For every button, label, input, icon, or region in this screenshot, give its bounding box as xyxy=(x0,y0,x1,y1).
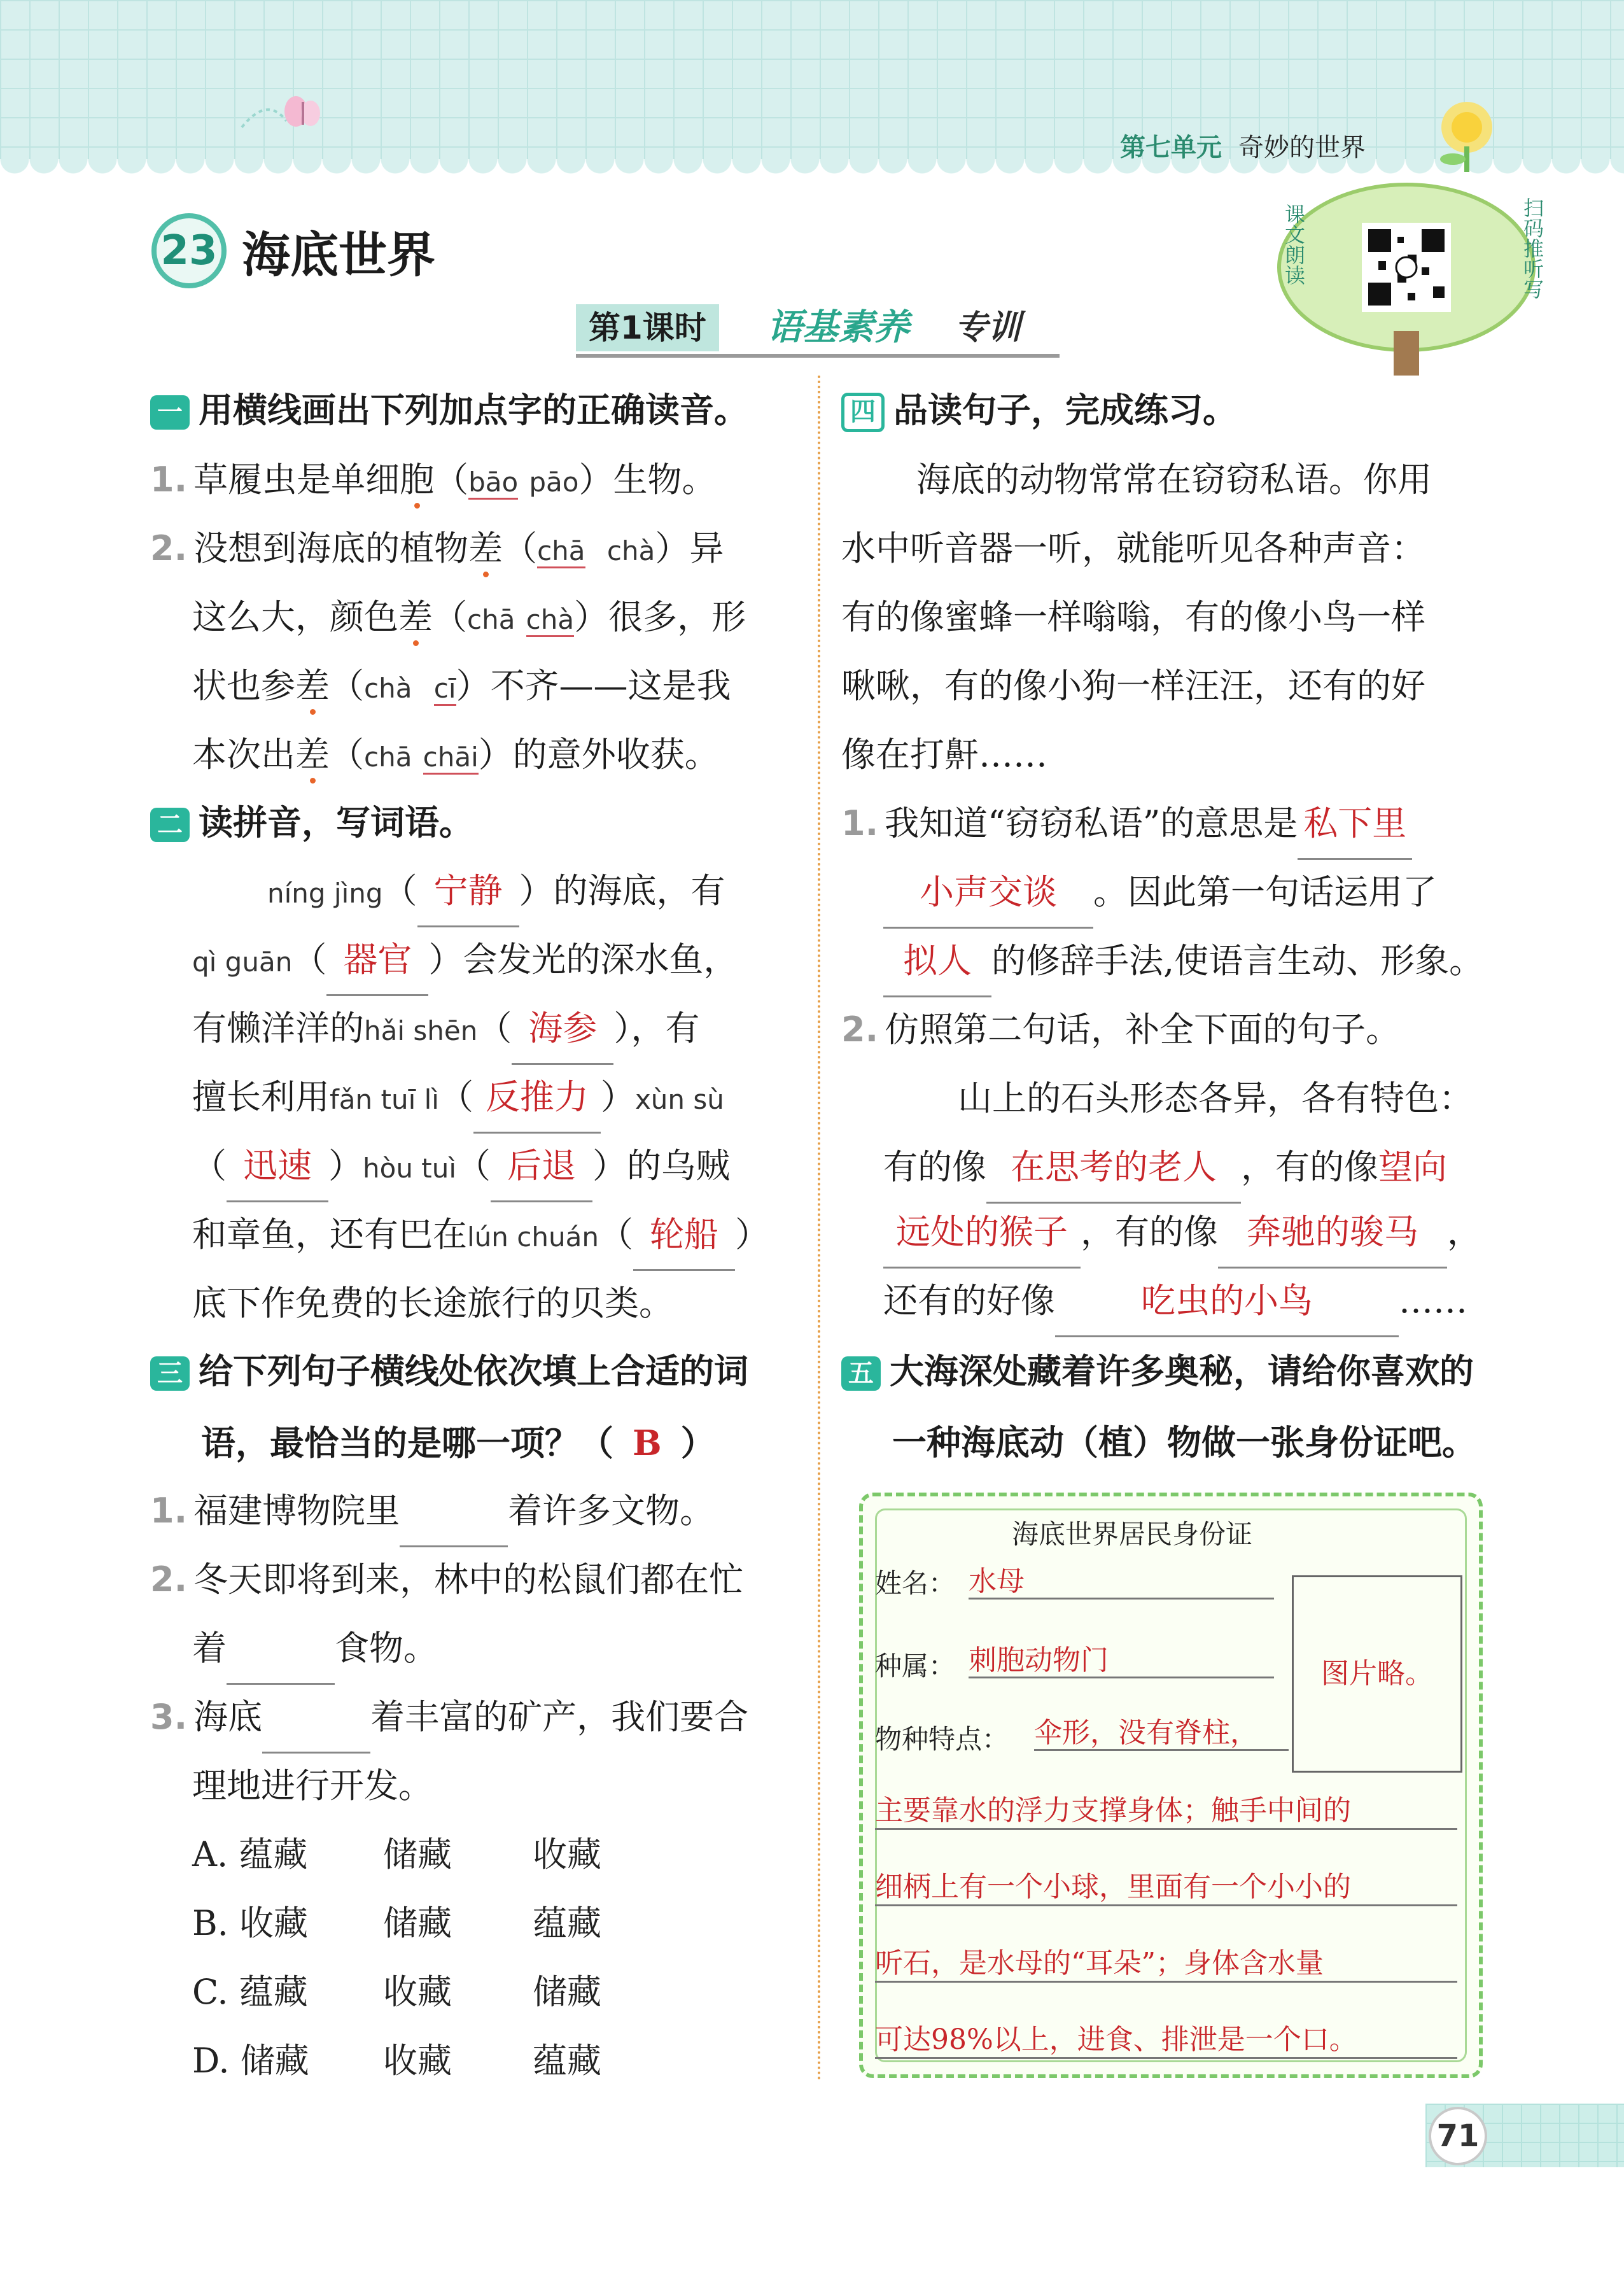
s1-question-2-line-4: 本次出差（chā chāi）的意外收获。 xyxy=(192,735,719,775)
s4-q2-prompt: 山上的石头形态各异，各有特色： xyxy=(958,1078,1473,1118)
id-card-feature-1[interactable]: 主要靠水的浮力支撑身体；触手中间的 xyxy=(875,1787,1457,1830)
s4-q2-answer-3[interactable]: 奔驰的骏马 xyxy=(1218,1198,1447,1269)
s4-passage-line-2: 水中听音器一听，就能听见各种声音： xyxy=(841,528,1425,568)
id-card-feature-0[interactable]: 伞形，没有脊柱， xyxy=(1034,1710,1289,1751)
lesson-title: 海底世界 xyxy=(242,227,435,283)
s4-q1-answer-3[interactable]: 拟人 xyxy=(883,927,991,997)
s2-line-1: níng jìng（ 宁静 ）的海底，有 xyxy=(267,857,725,928)
s4-q2-answer-4[interactable]: 吃虫的小鸟 xyxy=(1055,1267,1399,1337)
section-5-title-2: 一种海底动（植）物做一张身份证吧。 xyxy=(892,1423,1476,1463)
id-card-feature-2[interactable]: 细柄上有一个小球，里面有一个小小的 xyxy=(875,1864,1457,1906)
section-4-badge: 四 xyxy=(841,393,885,432)
s2-line-4: 擅长利用fǎn tuī lì（ 反推力 ）xùn sù xyxy=(192,1063,724,1134)
s3-answer[interactable]: B xyxy=(633,1423,662,1463)
qr-label-left: 课文朗读 xyxy=(1282,204,1306,285)
s1-q2d-option-2[interactable]: chāi xyxy=(423,742,479,775)
s4-passage-line-4: 啾啾，有的像小狗一样汪汪，还有的好 xyxy=(841,666,1425,706)
s1-q2c-option-1[interactable]: chà xyxy=(364,673,412,704)
s1-q2c-option-2[interactable]: cī xyxy=(434,673,456,706)
section-2-header xyxy=(150,801,473,845)
s3-question-3-line-2: 理地进行开发。 xyxy=(192,1766,433,1806)
id-card-photo-note: 图片略。 xyxy=(1321,1657,1433,1690)
s1-q2b-option-1[interactable]: chā xyxy=(467,604,515,635)
qr-label-right: 扫码推听写 xyxy=(1520,197,1544,299)
section-2-badge: 二 xyxy=(150,808,190,842)
s3-question-2-line-2: 着 食物。 xyxy=(192,1614,438,1685)
id-card-genus-label: 种属： xyxy=(875,1650,956,1682)
section-1-header xyxy=(150,388,748,433)
id-card-feature-3[interactable]: 听石，是水母的“耳朵”；身体含水量 xyxy=(875,1940,1457,1983)
section-3-badge: 三 xyxy=(150,1356,190,1391)
s4-q2-line-2: 远处的猴子 ，有的像 奔驰的骏马 ， xyxy=(883,1198,1481,1269)
s4-q2-line-1: 有的像 在思考的老人 ，有的像望向 xyxy=(883,1133,1447,1204)
id-card-photo-box xyxy=(1292,1575,1462,1773)
s2-line-6: 和章鱼，还有巴在lún chuán（ 轮船 ） xyxy=(192,1200,769,1272)
s3-option-d[interactable]: D. 储藏 收藏 蕴藏 xyxy=(192,2041,601,2081)
s4-question-1-line-3: 拟人 的修辞手法,使语言生动、形象。 xyxy=(883,927,1483,997)
s2-line-2: qì guān（ 器官 ）会发光的深水鱼， xyxy=(192,925,738,997)
s4-q2-line-3: 还有的好像 吃虫的小鸟 …… xyxy=(883,1267,1467,1337)
s4-question-1-line-2: 小声交谈 。因此第一句话运用了 xyxy=(883,858,1437,929)
period-topic: 语基素养 xyxy=(767,307,909,348)
s1-q1-option-1[interactable]: bāo xyxy=(468,467,518,500)
s4-question-1: 1. 我知道“窃窃私语”的意思是 私下里 xyxy=(841,789,1412,860)
id-card-name[interactable]: 水母 xyxy=(969,1558,1274,1600)
section-5-header xyxy=(841,1349,1474,1394)
s4-q2-answer-2a[interactable]: 望向 xyxy=(1378,1147,1447,1187)
s2-answer-5[interactable]: 迅速 xyxy=(227,1132,328,1202)
s1-question-2-line-1: 2. 没想到海底的植物差（chā chà）异 xyxy=(150,528,724,568)
s2-answer-1[interactable]: 宁静 xyxy=(417,857,519,927)
s3-option-c[interactable]: C. 蕴藏 收藏 储藏 xyxy=(192,1972,601,2012)
s2-answer-4[interactable]: 反推力 xyxy=(473,1063,601,1134)
section-4-title: 品读句子，完成练习。 xyxy=(893,390,1237,430)
s1-q2a-option-1[interactable]: chā xyxy=(537,535,585,568)
s4-passage-line-5: 像在打鼾…… xyxy=(841,735,1047,775)
s2-answer-7[interactable]: 轮船 xyxy=(633,1200,735,1271)
section-1-badge: 一 xyxy=(150,395,190,430)
section-3-title-2: 语，最恰当的是哪一项？（ B ） xyxy=(201,1423,715,1463)
s2-answer-2[interactable]: 器官 xyxy=(326,925,428,996)
s1-question-2-line-3: 状也参差（chà cī）不齐——这是我 xyxy=(192,666,731,706)
id-card-title: 海底世界居民身份证 xyxy=(1012,1519,1253,1550)
section-5-badge: 五 xyxy=(841,1356,881,1391)
sunflower-icon xyxy=(1429,95,1511,172)
s3-option-a[interactable]: A. 蕴藏 储藏 收藏 xyxy=(192,1834,601,1874)
s4-q2-answer-2b[interactable]: 远处的猴子 xyxy=(883,1198,1081,1269)
s1-q2a-option-2[interactable]: chà xyxy=(606,535,655,566)
section-3-title-1: 给下列句子横线处依次填上合适的词 xyxy=(199,1351,748,1391)
s4-question-2: 2. 仿照第二句话，补全下面的句子。 xyxy=(841,1009,1401,1050)
id-card-name-label: 姓名： xyxy=(875,1568,956,1599)
s2-line-7: 底下作免费的长途旅行的贝类。 xyxy=(192,1283,673,1323)
s1-q1-option-2[interactable]: pāo xyxy=(529,467,579,498)
s4-q1-answer-2[interactable]: 小声交谈 xyxy=(883,858,1093,929)
s3-question-1: 1. 福建博物院里 着许多文物。 xyxy=(150,1477,714,1547)
id-card-feature-4[interactable]: 可达98%以上，进食、排泄是一个口。 xyxy=(875,2016,1457,2059)
section-2-title: 读拼音，写词语。 xyxy=(199,803,473,843)
id-card-feature-label: 物种特点： xyxy=(875,1724,1009,1755)
page-number: 71 xyxy=(1429,2107,1487,2165)
section-5-title-1: 大海深处藏着许多奥秘，请给你喜欢的 xyxy=(890,1351,1474,1391)
column-divider xyxy=(818,376,820,2081)
section-1-title: 用横线画出下列加点字的正确读音。 xyxy=(199,390,748,430)
qr-tree-icon[interactable] xyxy=(1266,178,1546,382)
period-label: 第1课时 xyxy=(576,304,719,351)
lesson-number: 23 xyxy=(151,213,227,288)
s1-q2b-option-2[interactable]: chà xyxy=(526,604,574,637)
s4-passage-line-3: 有的像蜜蜂一样嗡嗡，有的像小鸟一样 xyxy=(841,597,1425,637)
section-3-header xyxy=(150,1349,748,1394)
s3-question-3: 3. 海底 着丰富的矿产，我们要合 xyxy=(150,1683,748,1754)
s2-answer-3[interactable]: 海参 xyxy=(512,994,613,1065)
s2-line-5: （ 迅速 ）hòu tuì（ 后退 ）的乌贼 xyxy=(192,1132,730,1203)
section-4-header xyxy=(841,388,1237,433)
s1-question-2-line-2: 这么大，颜色差（chā chà）很多，形 xyxy=(192,597,746,637)
butterfly-icon xyxy=(229,83,331,140)
s1-question-1: 1. 草履虫是单细胞（bāo pāo）生物。 xyxy=(150,460,717,500)
s2-answer-6[interactable]: 后退 xyxy=(491,1132,592,1202)
s4-q1-answer-1[interactable]: 私下里 xyxy=(1298,789,1412,860)
s3-option-b[interactable]: B. 收藏 储藏 蕴藏 xyxy=(192,1903,601,1943)
s4-q2-answer-1[interactable]: 在思考的老人 xyxy=(986,1133,1241,1204)
s4-passage-line-1: 海底的动物常常在窃窃私语。你用 xyxy=(916,460,1432,500)
id-card-genus[interactable]: 刺胞动物门 xyxy=(969,1637,1274,1678)
unit-title: 第七单元 奇妙的世界 xyxy=(1120,133,1366,162)
period-suffix: 专训 xyxy=(955,309,1021,347)
s2-line-3: 有懒洋洋的hǎi shēn（ 海参 ），有 xyxy=(192,994,699,1065)
s3-question-2: 2. 冬天即将到来，林中的松鼠们都在忙 xyxy=(150,1559,744,1600)
s1-q2d-option-1[interactable]: chā xyxy=(364,742,412,773)
